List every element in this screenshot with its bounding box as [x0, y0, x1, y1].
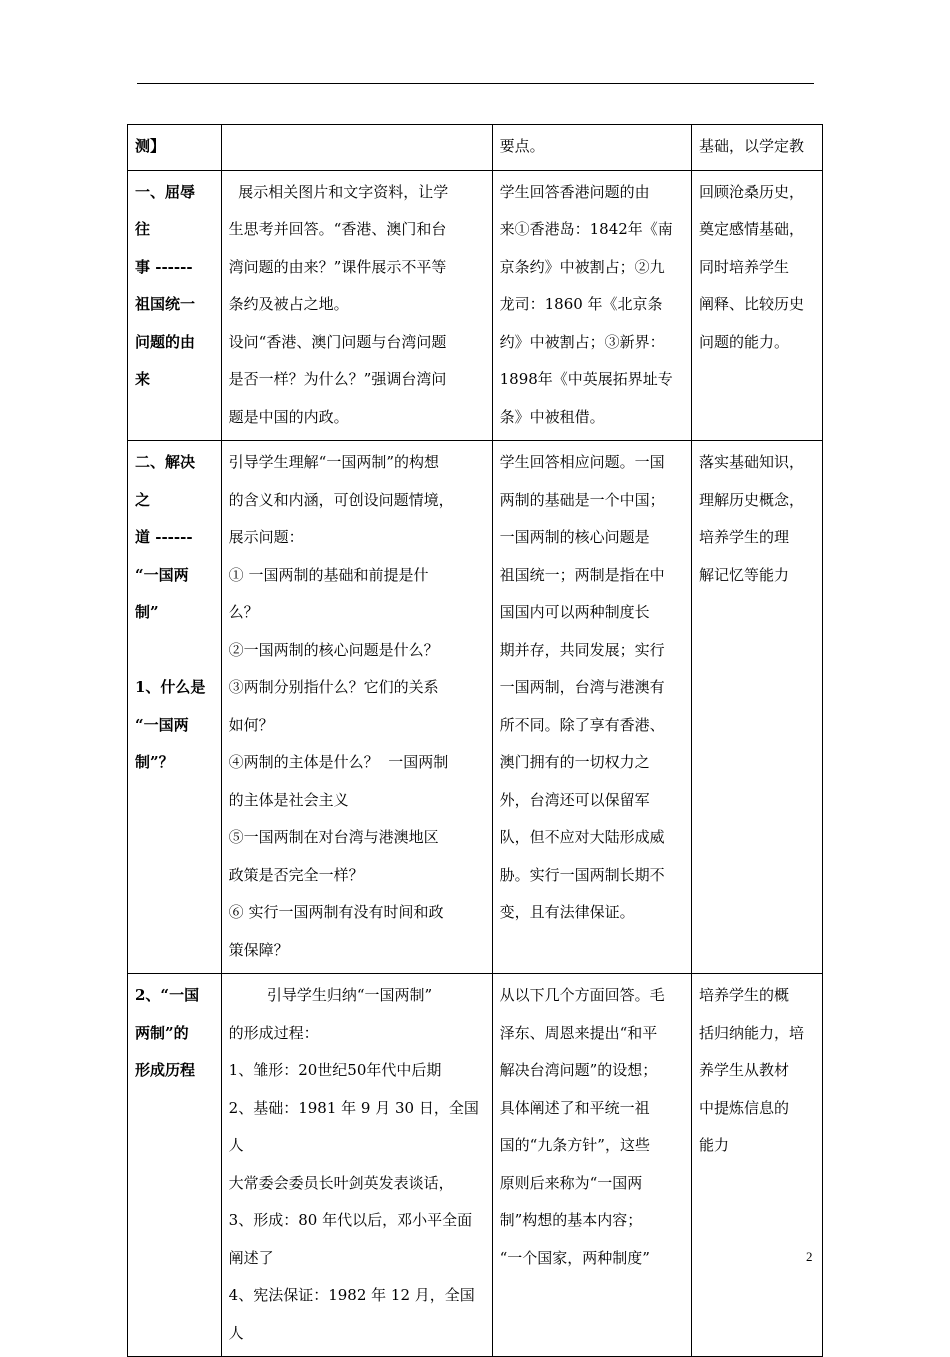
text-line: 具体阐述了和平统一祖: [499, 1098, 650, 1117]
text-line: 一国两制，台湾与港澳有: [499, 678, 665, 696]
text-line: 泽东、周恩来提出“和平: [499, 1023, 658, 1042]
lesson-plan-table: [127, 124, 823, 1357]
text-line: 大常委会委员长叶剑英发表谈话，: [228, 1173, 454, 1192]
table-row: [128, 441, 823, 974]
text-line: 设问“香港、澳门问题与台湾问题: [228, 332, 447, 351]
teacher-activity-cell: [221, 441, 492, 974]
text-line: 养学生从教材: [699, 1061, 790, 1079]
text-line: “一个国家，两种制度”: [499, 1248, 650, 1267]
text-line: 制”构想的基本内容；: [499, 1211, 643, 1229]
text-line: 引导学生理解“一国两制”的构想: [228, 453, 440, 471]
text-line: 龙司：1860 年《北京条: [499, 295, 663, 313]
table-row: [128, 125, 823, 171]
text-line: 奠定感情基础，: [699, 220, 805, 238]
teacher-activity-cell: [221, 170, 492, 441]
text-line: 两制的基础是一个中国；: [499, 490, 665, 509]
teacher-activity-cell: [221, 125, 492, 171]
stage-cell: [128, 170, 222, 441]
stage-cell: [128, 441, 222, 974]
text-line: 来: [135, 370, 151, 388]
text-line: ③两制分别指什么？它们的关系: [228, 678, 439, 696]
student-activity-cell: [492, 441, 691, 974]
text-line: 1、什么是: [135, 678, 206, 696]
text-line: 回顾沧桑历史，: [699, 182, 805, 201]
design-intent-cell: [692, 125, 823, 171]
text-line: 的形成过程：: [228, 1023, 319, 1042]
text-line: 么？: [228, 603, 259, 621]
text-line: 2、基础：1981 年 9 月 30 日，全国人: [228, 1098, 479, 1154]
table-row: [128, 170, 823, 441]
teacher-activity-cell: [221, 974, 492, 1357]
text-line: 阐释、比较历史: [699, 295, 805, 313]
text-line: 国的“九条方针”，这些: [499, 1136, 650, 1154]
text-line: 从以下几个方面回答。毛: [499, 986, 665, 1004]
text-line: 测】: [135, 137, 166, 155]
text-line: 条》中被租借。: [499, 407, 605, 426]
text-line: 京条约》中被割占；②九: [499, 257, 665, 276]
header-rule: [137, 83, 814, 84]
text-line: 1898年《中英展拓界址专: [499, 370, 673, 388]
text-line: 3、形成：80 年代以后，邓小平全面: [228, 1211, 473, 1229]
text-line: 期并存，共同发展；实行: [499, 640, 665, 659]
design-intent-cell: [692, 170, 823, 441]
text-line: ②一国两制的核心问题是什么？: [228, 640, 439, 659]
text-line: 解记忆等能力: [699, 565, 790, 584]
text-line: 祖国统一: [135, 295, 196, 313]
text-line: 一、屈辱: [135, 182, 196, 201]
text-line: 形成历程: [135, 1061, 196, 1079]
text-line: 湾问题的由来？”课件展示不平等: [228, 257, 447, 276]
text-line: 是否一样？为什么？”强调台湾问: [228, 370, 447, 388]
text-line: 条约及被占之地。: [228, 295, 349, 313]
text-line: 中提炼信息的: [699, 1098, 790, 1117]
text-line: 学生回答香港问题的由: [499, 182, 650, 201]
text-line: 一国两制的核心问题是: [499, 528, 650, 546]
text-line: 政策是否完全一样？: [228, 865, 364, 884]
text-line: 能力: [699, 1136, 730, 1154]
text-line: 来①香港岛：1842年《南: [499, 220, 673, 238]
text-line: 要点。: [499, 137, 545, 155]
text-line: 问题的由: [135, 332, 196, 351]
text-line: 道 ------: [135, 528, 193, 546]
text-line: ⑥ 实行一国两制有没有时间和政: [228, 903, 444, 921]
text-line: ① 一国两制的基础和前提是什: [228, 565, 429, 584]
text-line: 括归纳能力，培: [699, 1023, 805, 1042]
text-line: 制”: [135, 603, 159, 621]
page-number: 2: [806, 1249, 813, 1264]
text-line: 外，台湾还可以保留军: [499, 790, 650, 809]
text-line: 约》中被割占；③新界：: [499, 332, 665, 351]
text-line: 4、宪法保证：1982 年 12 月，全国人: [228, 1286, 475, 1342]
stage-cell: [128, 125, 222, 171]
text-line: ⑤一国两制在对台湾与港澳地区: [228, 828, 439, 846]
text-line: [135, 632, 215, 670]
text-line: 同时培养学生: [699, 257, 790, 276]
text-line: 展示问题：: [228, 528, 304, 546]
text-line: 的主体是社会主义: [228, 790, 349, 809]
text-line: 二、解决: [135, 453, 196, 471]
text-line: 理解历史概念，: [699, 490, 805, 509]
text-line: 两制”的: [135, 1023, 189, 1042]
text-line: 祖国统一；两制是指在中: [499, 565, 665, 584]
text-line: 培养学生的概: [699, 986, 790, 1004]
text-line: 学生回答相应问题。一国: [499, 453, 665, 471]
text-line: 落实基础知识，: [699, 453, 805, 471]
text-line: “一国两: [135, 715, 189, 734]
text-line: 事 ------: [135, 257, 193, 276]
text-line: 如何？: [228, 715, 274, 734]
text-line: 往: [135, 220, 151, 238]
text-line: 原则后来称为“一国两: [499, 1173, 643, 1192]
design-intent-cell: [692, 974, 823, 1357]
text-line: 阐述了: [228, 1248, 274, 1267]
text-line: 策保障？: [228, 940, 289, 959]
text-line: 引导学生归纳“一国两制”: [228, 986, 433, 1004]
text-line: 国国内可以两种制度长: [499, 603, 650, 621]
table-row: [128, 974, 823, 1357]
student-activity-cell: [492, 125, 691, 171]
text-line: “一国两: [135, 565, 189, 584]
text-line: 胁。实行一国两制长期不: [499, 865, 665, 884]
student-activity-cell: [492, 170, 691, 441]
text-line: 问题的能力。: [699, 332, 790, 351]
text-line: 展示相关图片和文字资料，让学: [228, 182, 449, 201]
text-line: 解决台湾问题”的设想；: [499, 1061, 658, 1079]
text-line: 所不同。除了享有香港、: [499, 715, 665, 734]
text-line: 变，且有法律保证。: [499, 903, 635, 921]
text-line: 1、雏形：20世纪50年代中后期: [228, 1061, 442, 1079]
stage-cell: [128, 974, 222, 1357]
text-line: 之: [135, 490, 151, 509]
text-line: 基础，以学定教: [699, 137, 805, 155]
text-line: 题是中国的内政。: [228, 407, 349, 426]
text-line: ④两制的主体是什么？ 一国两制: [228, 753, 449, 771]
design-intent-cell: [692, 441, 823, 974]
text-line: 澳门拥有的一切权力之: [499, 753, 650, 771]
text-line: 培养学生的理: [699, 528, 790, 546]
student-activity-cell: [492, 974, 691, 1357]
text-line: 队，但不应对大陆形成威: [499, 828, 665, 846]
text-line: 的含义和内涵，可创设问题情境，: [228, 490, 454, 509]
text-line: 生思考并回答。“香港、澳门和台: [228, 220, 447, 238]
text-line: 2、“一国: [135, 986, 200, 1004]
text-line: 制”？: [135, 753, 174, 771]
